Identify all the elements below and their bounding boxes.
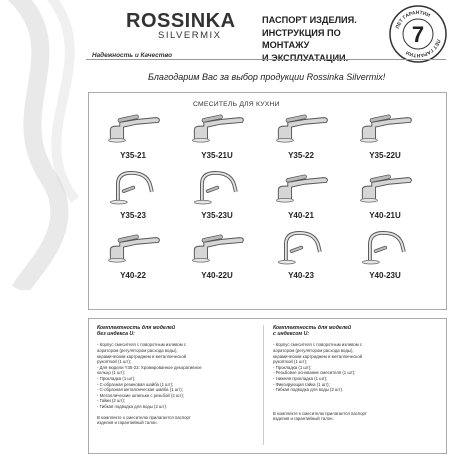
list-item: - Гайки (2 шт); — [97, 398, 126, 404]
gooseneck-faucet-icon — [349, 231, 421, 265]
note-line: изделия и гарантийный талон. — [273, 416, 334, 422]
product-label: Y40-21 — [288, 211, 314, 220]
title-line: И ЭКСПЛУАТАЦИИ. — [262, 52, 349, 63]
product-item — [265, 111, 337, 160]
product-item — [265, 231, 337, 280]
product-label: Y35-23U — [201, 211, 233, 220]
gooseneck-faucet-icon — [181, 171, 253, 205]
package-contents-section — [88, 318, 447, 454]
title-line: ИНСТРУКЦИЯ ПО МОНТАЖУ — [262, 27, 341, 50]
low-spout-faucet-icon — [349, 171, 421, 205]
list-item: аэратором (регулятором расхода воды), — [97, 348, 178, 353]
low-spout-faucet-icon — [181, 231, 253, 265]
list-item: - С-образная металлическая шайба (1 шт); — [97, 387, 183, 393]
contents-note — [97, 415, 263, 426]
list-item: - Корпус смесителя с поворотным изливом с — [273, 342, 363, 348]
product-item — [349, 231, 421, 280]
heading-line: без индекса U: — [97, 331, 135, 338]
product-label: Y35-23 — [120, 211, 146, 220]
contents-without-u — [97, 325, 263, 426]
contents-heading — [273, 325, 439, 337]
product-item — [181, 231, 253, 280]
product-item — [97, 231, 169, 280]
tagline: Надежность и Качество — [88, 52, 176, 59]
heading-line: Комплектность для моделей — [273, 325, 352, 331]
product-label: Y40-23U — [369, 271, 401, 280]
brand-name: ROSSINKA — [126, 10, 236, 32]
contents-list — [97, 342, 263, 409]
contents-note — [273, 411, 439, 422]
list-item: - Нижняя прокладка (1 шт); — [273, 375, 328, 381]
product-item — [349, 171, 421, 220]
list-item: керамическим картриджем и металлической — [273, 353, 363, 359]
seal-text-top: ЛЕТ ГАРАНТИИ — [394, 9, 431, 30]
brand-logo — [126, 10, 246, 41]
low-spout-faucet-icon — [181, 111, 253, 145]
gooseneck-faucet-icon — [265, 231, 337, 265]
thanks-text: Благодарим Вас за выбор продукции Rossinka Silvermix! — [148, 72, 386, 82]
heading-line: с индексом U: — [273, 331, 310, 338]
product-label: Y40-21U — [369, 211, 401, 220]
product-item — [181, 171, 253, 220]
list-item: - Гибкая подводка для воды (2 шт). — [97, 403, 168, 409]
seal-number: 7 — [411, 22, 425, 47]
product-label: Y35-21 — [120, 151, 146, 160]
list-item: - Прокладка (1 шт); — [273, 364, 312, 370]
product-label: Y40-23 — [288, 271, 314, 280]
note-line: В комплекте к смесителю прилагается паспорт — [97, 414, 191, 420]
list-item: - Корпус смесителя с поворотным изливом с — [97, 342, 187, 348]
list-item: рукояткой (1 шт); — [273, 359, 308, 365]
product-label: Y35-21U — [201, 151, 233, 160]
product-label: Y35-22 — [288, 151, 314, 160]
brand-subname: SILVERMIX — [158, 30, 222, 41]
product-item — [97, 111, 169, 160]
list-item: - Гибкая подводка для воды (2 шт). — [273, 387, 344, 393]
product-section — [88, 92, 447, 310]
warranty-seal-icon — [388, 4, 448, 64]
heading-line: Комплектность для моделей — [97, 325, 176, 331]
list-item: - Резьбовое основание смесителя (1 шт); — [273, 370, 356, 376]
product-item — [349, 111, 421, 160]
contents-list — [273, 342, 439, 392]
header-divider — [86, 59, 446, 60]
low-spout-faucet-icon — [97, 111, 169, 145]
product-label: Y40-22U — [201, 271, 233, 280]
document-title — [262, 14, 382, 64]
list-item: - С-образная резиновая шайба (1 шт); — [97, 381, 174, 387]
list-item: - Для модели Y35-23: Хромированное декоративное — [97, 364, 202, 370]
note-line: изделия и гарантийный талон. — [97, 420, 158, 426]
product-section-title: СМЕСИТЕЛЬ ДЛЯ КУХНИ — [193, 101, 280, 108]
product-item — [181, 111, 253, 160]
low-spout-faucet-icon — [349, 111, 421, 145]
list-item: - Фиксирующая гайка (1 шт); — [273, 381, 330, 387]
list-item: - Прокладка (1 шт); — [97, 375, 136, 381]
list-item: рукояткой (1 шт); — [97, 359, 132, 365]
product-item — [265, 171, 337, 220]
note-line: В комплекте к смесителю прилагается паспорт — [273, 410, 367, 416]
list-item: - Металлические шпильки с резьбой (2 шт); — [97, 392, 184, 398]
title-line: ПАСПОРТ ИЗДЕЛИЯ. — [262, 15, 357, 25]
product-label: Y40-22 — [120, 271, 146, 280]
contents-with-u — [273, 325, 439, 422]
product-label: Y35-22U — [369, 151, 401, 160]
low-spout-faucet-icon — [265, 171, 337, 205]
seal-text-bottom: ЛЕТ ГАРАНТИИ — [405, 38, 442, 59]
product-item — [97, 171, 169, 220]
list-item: керамическим картриджем и металлической — [97, 353, 187, 359]
low-spout-faucet-icon — [265, 111, 337, 145]
low-spout-faucet-icon — [97, 231, 169, 265]
list-item: кольцо (1 шт); — [97, 370, 126, 376]
list-item: аэратором (регулятором расхода воды), — [273, 348, 354, 353]
contents-heading — [97, 325, 263, 337]
column-divider — [263, 325, 264, 445]
gooseneck-faucet-icon — [97, 171, 169, 205]
